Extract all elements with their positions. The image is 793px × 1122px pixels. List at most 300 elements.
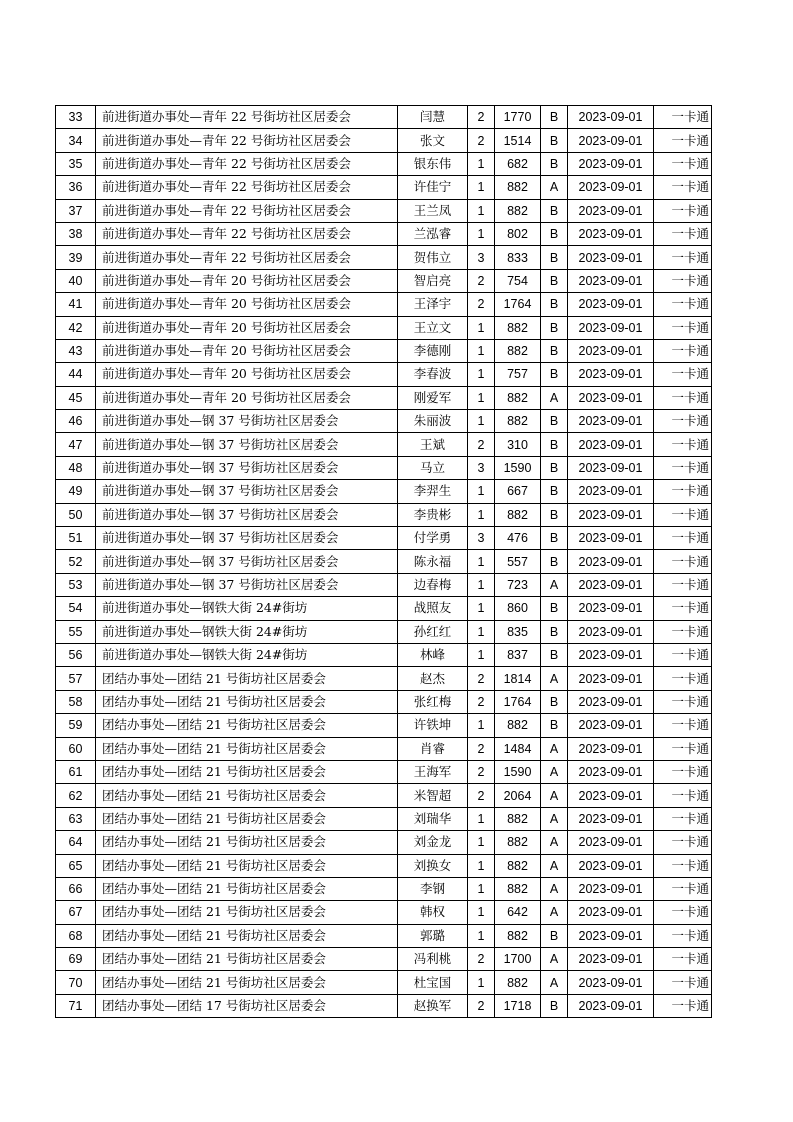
name-cell: 冯利桃	[398, 948, 468, 971]
organization-cell: 前进街道办事处—青年 20 号街坊社区居委会	[96, 293, 398, 316]
payment-method-cell: 一卡通	[654, 573, 712, 596]
household-count-cell: 1	[468, 363, 495, 386]
payment-method-cell: 一卡通	[654, 199, 712, 222]
name-cell: 李春波	[398, 363, 468, 386]
date-cell: 2023-09-01	[568, 129, 654, 152]
amount-cell: 1764	[495, 293, 541, 316]
household-count-cell: 2	[468, 948, 495, 971]
table-row	[56, 737, 712, 760]
payment-method-cell: 一卡通	[654, 363, 712, 386]
organization-cell: 前进街道办事处—青年 20 号街坊社区居委会	[96, 316, 398, 339]
amount-cell: 860	[495, 597, 541, 620]
date-cell: 2023-09-01	[568, 994, 654, 1017]
row-number-cell: 47	[56, 433, 96, 456]
table-row	[56, 269, 712, 292]
organization-cell: 前进街道办事处—钢 37 号街坊社区居委会	[96, 480, 398, 503]
table-row	[56, 363, 712, 386]
payment-method-cell: 一卡通	[654, 924, 712, 947]
payment-method-cell: 一卡通	[654, 503, 712, 526]
amount-cell: 882	[495, 924, 541, 947]
name-cell: 刘瑞华	[398, 807, 468, 830]
date-cell: 2023-09-01	[568, 199, 654, 222]
organization-cell: 前进街道办事处—钢 37 号街坊社区居委会	[96, 550, 398, 573]
organization-cell: 团结办事处—团结 21 号街坊社区居委会	[96, 760, 398, 783]
date-cell: 2023-09-01	[568, 363, 654, 386]
row-number-cell: 48	[56, 456, 96, 479]
date-cell: 2023-09-01	[568, 433, 654, 456]
category-cell: B	[541, 339, 568, 362]
date-cell: 2023-09-01	[568, 106, 654, 129]
name-cell: 刚爱军	[398, 386, 468, 409]
date-cell: 2023-09-01	[568, 527, 654, 550]
organization-cell: 团结办事处—团结 21 号街坊社区居委会	[96, 714, 398, 737]
household-count-cell: 2	[468, 129, 495, 152]
name-cell: 韩权	[398, 901, 468, 924]
table-row	[56, 456, 712, 479]
organization-cell: 前进街道办事处—钢 37 号街坊社区居委会	[96, 527, 398, 550]
organization-cell: 团结办事处—团结 21 号街坊社区居委会	[96, 831, 398, 854]
amount-cell: 642	[495, 901, 541, 924]
row-number-cell: 33	[56, 106, 96, 129]
row-number-cell: 43	[56, 339, 96, 362]
name-cell: 李德刚	[398, 339, 468, 362]
household-count-cell: 1	[468, 222, 495, 245]
household-count-cell: 2	[468, 784, 495, 807]
name-cell: 赵换军	[398, 994, 468, 1017]
household-count-cell: 1	[468, 877, 495, 900]
organization-cell: 团结办事处—团结 21 号街坊社区居委会	[96, 690, 398, 713]
amount-cell: 882	[495, 807, 541, 830]
name-cell: 李贵彬	[398, 503, 468, 526]
household-count-cell: 1	[468, 176, 495, 199]
name-cell: 肖睿	[398, 737, 468, 760]
row-number-cell: 40	[56, 269, 96, 292]
table-row	[56, 106, 712, 129]
name-cell: 孙红红	[398, 620, 468, 643]
date-cell: 2023-09-01	[568, 948, 654, 971]
category-cell: B	[541, 550, 568, 573]
household-count-cell: 2	[468, 760, 495, 783]
date-cell: 2023-09-01	[568, 924, 654, 947]
table-row	[56, 246, 712, 269]
organization-cell: 前进街道办事处—青年 22 号街坊社区居委会	[96, 222, 398, 245]
payment-method-cell: 一卡通	[654, 784, 712, 807]
name-cell: 贺伟立	[398, 246, 468, 269]
payment-method-cell: 一卡通	[654, 901, 712, 924]
household-count-cell: 1	[468, 480, 495, 503]
payment-method-cell: 一卡通	[654, 527, 712, 550]
organization-cell: 前进街道办事处—青年 22 号街坊社区居委会	[96, 106, 398, 129]
category-cell: B	[541, 106, 568, 129]
household-count-cell: 2	[468, 293, 495, 316]
row-number-cell: 59	[56, 714, 96, 737]
date-cell: 2023-09-01	[568, 480, 654, 503]
amount-cell: 1590	[495, 760, 541, 783]
payment-method-cell: 一卡通	[654, 620, 712, 643]
amount-cell: 1514	[495, 129, 541, 152]
amount-cell: 882	[495, 176, 541, 199]
table-row	[56, 433, 712, 456]
date-cell: 2023-09-01	[568, 620, 654, 643]
category-cell: A	[541, 901, 568, 924]
date-cell: 2023-09-01	[568, 760, 654, 783]
category-cell: B	[541, 246, 568, 269]
amount-cell: 476	[495, 527, 541, 550]
household-count-cell: 1	[468, 152, 495, 175]
row-number-cell: 55	[56, 620, 96, 643]
category-cell: B	[541, 456, 568, 479]
date-cell: 2023-09-01	[568, 831, 654, 854]
table-row	[56, 316, 712, 339]
household-count-cell: 1	[468, 410, 495, 433]
amount-cell: 882	[495, 831, 541, 854]
table-row	[56, 901, 712, 924]
date-cell: 2023-09-01	[568, 877, 654, 900]
row-number-cell: 66	[56, 877, 96, 900]
date-cell: 2023-09-01	[568, 573, 654, 596]
table-row	[56, 199, 712, 222]
household-count-cell: 1	[468, 597, 495, 620]
category-cell: A	[541, 854, 568, 877]
household-count-cell: 1	[468, 620, 495, 643]
amount-cell: 757	[495, 363, 541, 386]
organization-cell: 前进街道办事处—青年 22 号街坊社区居委会	[96, 199, 398, 222]
row-number-cell: 64	[56, 831, 96, 854]
table-row	[56, 994, 712, 1017]
category-cell: B	[541, 316, 568, 339]
amount-cell: 882	[495, 854, 541, 877]
organization-cell: 团结办事处—团结 21 号街坊社区居委会	[96, 784, 398, 807]
amount-cell: 837	[495, 643, 541, 666]
payment-method-cell: 一卡通	[654, 456, 712, 479]
category-cell: A	[541, 971, 568, 994]
row-number-cell: 57	[56, 667, 96, 690]
amount-cell: 310	[495, 433, 541, 456]
amount-cell: 1814	[495, 667, 541, 690]
organization-cell: 团结办事处—团结 21 号街坊社区居委会	[96, 924, 398, 947]
category-cell: B	[541, 480, 568, 503]
table-row	[56, 784, 712, 807]
name-cell: 战照友	[398, 597, 468, 620]
row-number-cell: 44	[56, 363, 96, 386]
table-row	[56, 527, 712, 550]
row-number-cell: 39	[56, 246, 96, 269]
amount-cell: 882	[495, 316, 541, 339]
table-row	[56, 129, 712, 152]
organization-cell: 前进街道办事处—钢 37 号街坊社区居委会	[96, 573, 398, 596]
category-cell: A	[541, 948, 568, 971]
organization-cell: 团结办事处—团结 21 号街坊社区居委会	[96, 807, 398, 830]
organization-cell: 前进街道办事处—青年 20 号街坊社区居委会	[96, 363, 398, 386]
category-cell: B	[541, 503, 568, 526]
date-cell: 2023-09-01	[568, 690, 654, 713]
table-row	[56, 339, 712, 362]
row-number-cell: 38	[56, 222, 96, 245]
row-number-cell: 36	[56, 176, 96, 199]
category-cell: B	[541, 433, 568, 456]
household-count-cell: 1	[468, 643, 495, 666]
amount-cell: 682	[495, 152, 541, 175]
amount-cell: 1718	[495, 994, 541, 1017]
name-cell: 许铁坤	[398, 714, 468, 737]
payment-method-cell: 一卡通	[654, 667, 712, 690]
row-number-cell: 52	[56, 550, 96, 573]
row-number-cell: 41	[56, 293, 96, 316]
date-cell: 2023-09-01	[568, 854, 654, 877]
name-cell: 边春梅	[398, 573, 468, 596]
payment-method-cell: 一卡通	[654, 550, 712, 573]
name-cell: 米智超	[398, 784, 468, 807]
payment-method-cell: 一卡通	[654, 643, 712, 666]
household-count-cell: 2	[468, 994, 495, 1017]
payment-method-cell: 一卡通	[654, 222, 712, 245]
row-number-cell: 45	[56, 386, 96, 409]
date-cell: 2023-09-01	[568, 456, 654, 479]
name-cell: 王海军	[398, 760, 468, 783]
table-row	[56, 714, 712, 737]
row-number-cell: 53	[56, 573, 96, 596]
household-count-cell: 1	[468, 901, 495, 924]
amount-cell: 882	[495, 503, 541, 526]
organization-cell: 团结办事处—团结 21 号街坊社区居委会	[96, 854, 398, 877]
category-cell: B	[541, 199, 568, 222]
organization-cell: 前进街道办事处—钢 37 号街坊社区居委会	[96, 410, 398, 433]
payment-method-cell: 一卡通	[654, 152, 712, 175]
organization-cell: 前进街道办事处—青年 22 号街坊社区居委会	[96, 246, 398, 269]
category-cell: B	[541, 643, 568, 666]
payment-method-cell: 一卡通	[654, 714, 712, 737]
row-number-cell: 49	[56, 480, 96, 503]
organization-cell: 前进街道办事处—钢 37 号街坊社区居委会	[96, 503, 398, 526]
household-count-cell: 2	[468, 690, 495, 713]
table-body	[56, 106, 712, 1018]
date-cell: 2023-09-01	[568, 222, 654, 245]
category-cell: B	[541, 410, 568, 433]
name-cell: 刘换女	[398, 854, 468, 877]
row-number-cell: 54	[56, 597, 96, 620]
household-count-cell: 2	[468, 106, 495, 129]
amount-cell: 833	[495, 246, 541, 269]
organization-cell: 前进街道办事处—钢 37 号街坊社区居委会	[96, 433, 398, 456]
table-row	[56, 176, 712, 199]
row-number-cell: 68	[56, 924, 96, 947]
payment-method-cell: 一卡通	[654, 386, 712, 409]
row-number-cell: 51	[56, 527, 96, 550]
category-cell: B	[541, 363, 568, 386]
category-cell: B	[541, 714, 568, 737]
household-count-cell: 1	[468, 550, 495, 573]
amount-cell: 882	[495, 410, 541, 433]
row-number-cell: 71	[56, 994, 96, 1017]
table-row	[56, 503, 712, 526]
amount-cell: 882	[495, 386, 541, 409]
payment-method-cell: 一卡通	[654, 971, 712, 994]
name-cell: 许佳宁	[398, 176, 468, 199]
payment-method-cell: 一卡通	[654, 316, 712, 339]
amount-cell: 2064	[495, 784, 541, 807]
payment-method-cell: 一卡通	[654, 831, 712, 854]
organization-cell: 团结办事处—团结 21 号街坊社区居委会	[96, 948, 398, 971]
table-row	[56, 386, 712, 409]
table-row	[56, 807, 712, 830]
household-count-cell: 2	[468, 737, 495, 760]
name-cell: 赵杰	[398, 667, 468, 690]
amount-cell: 754	[495, 269, 541, 292]
category-cell: B	[541, 129, 568, 152]
organization-cell: 前进街道办事处—青年 22 号街坊社区居委会	[96, 176, 398, 199]
payment-method-cell: 一卡通	[654, 293, 712, 316]
date-cell: 2023-09-01	[568, 503, 654, 526]
row-number-cell: 37	[56, 199, 96, 222]
date-cell: 2023-09-01	[568, 550, 654, 573]
date-cell: 2023-09-01	[568, 737, 654, 760]
name-cell: 刘金龙	[398, 831, 468, 854]
amount-cell: 1590	[495, 456, 541, 479]
organization-cell: 前进街道办事处—青年 22 号街坊社区居委会	[96, 152, 398, 175]
household-count-cell: 1	[468, 316, 495, 339]
organization-cell: 团结办事处—团结 21 号街坊社区居委会	[96, 901, 398, 924]
date-cell: 2023-09-01	[568, 784, 654, 807]
name-cell: 朱丽波	[398, 410, 468, 433]
name-cell: 林峰	[398, 643, 468, 666]
organization-cell: 前进街道办事处—青年 20 号街坊社区居委会	[96, 386, 398, 409]
household-count-cell: 1	[468, 714, 495, 737]
date-cell: 2023-09-01	[568, 643, 654, 666]
table-row	[56, 690, 712, 713]
payment-method-cell: 一卡通	[654, 690, 712, 713]
date-cell: 2023-09-01	[568, 316, 654, 339]
date-cell: 2023-09-01	[568, 339, 654, 362]
row-number-cell: 50	[56, 503, 96, 526]
row-number-cell: 61	[56, 760, 96, 783]
category-cell: A	[541, 667, 568, 690]
date-cell: 2023-09-01	[568, 293, 654, 316]
row-number-cell: 60	[56, 737, 96, 760]
table-row	[56, 760, 712, 783]
row-number-cell: 58	[56, 690, 96, 713]
amount-cell: 882	[495, 199, 541, 222]
name-cell: 智启亮	[398, 269, 468, 292]
amount-cell: 1764	[495, 690, 541, 713]
household-count-cell: 1	[468, 971, 495, 994]
name-cell: 李羿生	[398, 480, 468, 503]
organization-cell: 团结办事处—团结 21 号街坊社区居委会	[96, 971, 398, 994]
household-count-cell: 3	[468, 527, 495, 550]
category-cell: B	[541, 293, 568, 316]
row-number-cell: 70	[56, 971, 96, 994]
row-number-cell: 42	[56, 316, 96, 339]
name-cell: 陈永福	[398, 550, 468, 573]
table-row	[56, 948, 712, 971]
name-cell: 银东伟	[398, 152, 468, 175]
category-cell: A	[541, 877, 568, 900]
date-cell: 2023-09-01	[568, 597, 654, 620]
payment-method-cell: 一卡通	[654, 106, 712, 129]
payment-method-cell: 一卡通	[654, 410, 712, 433]
household-count-cell: 1	[468, 924, 495, 947]
date-cell: 2023-09-01	[568, 269, 654, 292]
date-cell: 2023-09-01	[568, 667, 654, 690]
household-count-cell: 1	[468, 386, 495, 409]
table-row	[56, 480, 712, 503]
organization-cell: 前进街道办事处—青年 20 号街坊社区居委会	[96, 269, 398, 292]
household-count-cell: 2	[468, 433, 495, 456]
household-count-cell: 1	[468, 573, 495, 596]
name-cell: 马立	[398, 456, 468, 479]
category-cell: B	[541, 527, 568, 550]
category-cell: B	[541, 994, 568, 1017]
row-number-cell: 62	[56, 784, 96, 807]
name-cell: 王立文	[398, 316, 468, 339]
table-row	[56, 573, 712, 596]
payment-method-cell: 一卡通	[654, 129, 712, 152]
name-cell: 杜宝国	[398, 971, 468, 994]
date-cell: 2023-09-01	[568, 714, 654, 737]
amount-cell: 835	[495, 620, 541, 643]
name-cell: 王斌	[398, 433, 468, 456]
date-cell: 2023-09-01	[568, 246, 654, 269]
row-number-cell: 63	[56, 807, 96, 830]
category-cell: A	[541, 784, 568, 807]
amount-cell: 882	[495, 877, 541, 900]
name-cell: 王泽宇	[398, 293, 468, 316]
category-cell: B	[541, 690, 568, 713]
household-count-cell: 1	[468, 339, 495, 362]
category-cell: A	[541, 176, 568, 199]
table-row	[56, 410, 712, 433]
amount-cell: 1700	[495, 948, 541, 971]
organization-cell: 团结办事处—团结 21 号街坊社区居委会	[96, 877, 398, 900]
table-row	[56, 971, 712, 994]
data-table	[55, 105, 712, 1018]
organization-cell: 前进街道办事处—钢铁大街 24#街坊	[96, 597, 398, 620]
payment-method-cell: 一卡通	[654, 176, 712, 199]
organization-cell: 团结办事处—团结 17 号街坊社区居委会	[96, 994, 398, 1017]
payment-method-cell: 一卡通	[654, 948, 712, 971]
category-cell: A	[541, 737, 568, 760]
table-row	[56, 152, 712, 175]
organization-cell: 前进街道办事处—钢 37 号街坊社区居委会	[96, 456, 398, 479]
name-cell: 闫慧	[398, 106, 468, 129]
date-cell: 2023-09-01	[568, 807, 654, 830]
category-cell: A	[541, 831, 568, 854]
amount-cell: 882	[495, 971, 541, 994]
category-cell: B	[541, 597, 568, 620]
table-row	[56, 597, 712, 620]
row-number-cell: 65	[56, 854, 96, 877]
category-cell: A	[541, 386, 568, 409]
payment-method-cell: 一卡通	[654, 433, 712, 456]
name-cell: 兰泓睿	[398, 222, 468, 245]
name-cell: 王兰凤	[398, 199, 468, 222]
household-count-cell: 1	[468, 807, 495, 830]
category-cell: B	[541, 620, 568, 643]
household-count-cell: 1	[468, 831, 495, 854]
table-row	[56, 643, 712, 666]
category-cell: B	[541, 269, 568, 292]
payment-method-cell: 一卡通	[654, 877, 712, 900]
table-row	[56, 620, 712, 643]
organization-cell: 前进街道办事处—钢铁大街 24#街坊	[96, 643, 398, 666]
payment-method-cell: 一卡通	[654, 994, 712, 1017]
organization-cell: 前进街道办事处—钢铁大街 24#街坊	[96, 620, 398, 643]
date-cell: 2023-09-01	[568, 410, 654, 433]
amount-cell: 1484	[495, 737, 541, 760]
household-count-cell: 2	[468, 269, 495, 292]
row-number-cell: 34	[56, 129, 96, 152]
amount-cell: 723	[495, 573, 541, 596]
amount-cell: 667	[495, 480, 541, 503]
